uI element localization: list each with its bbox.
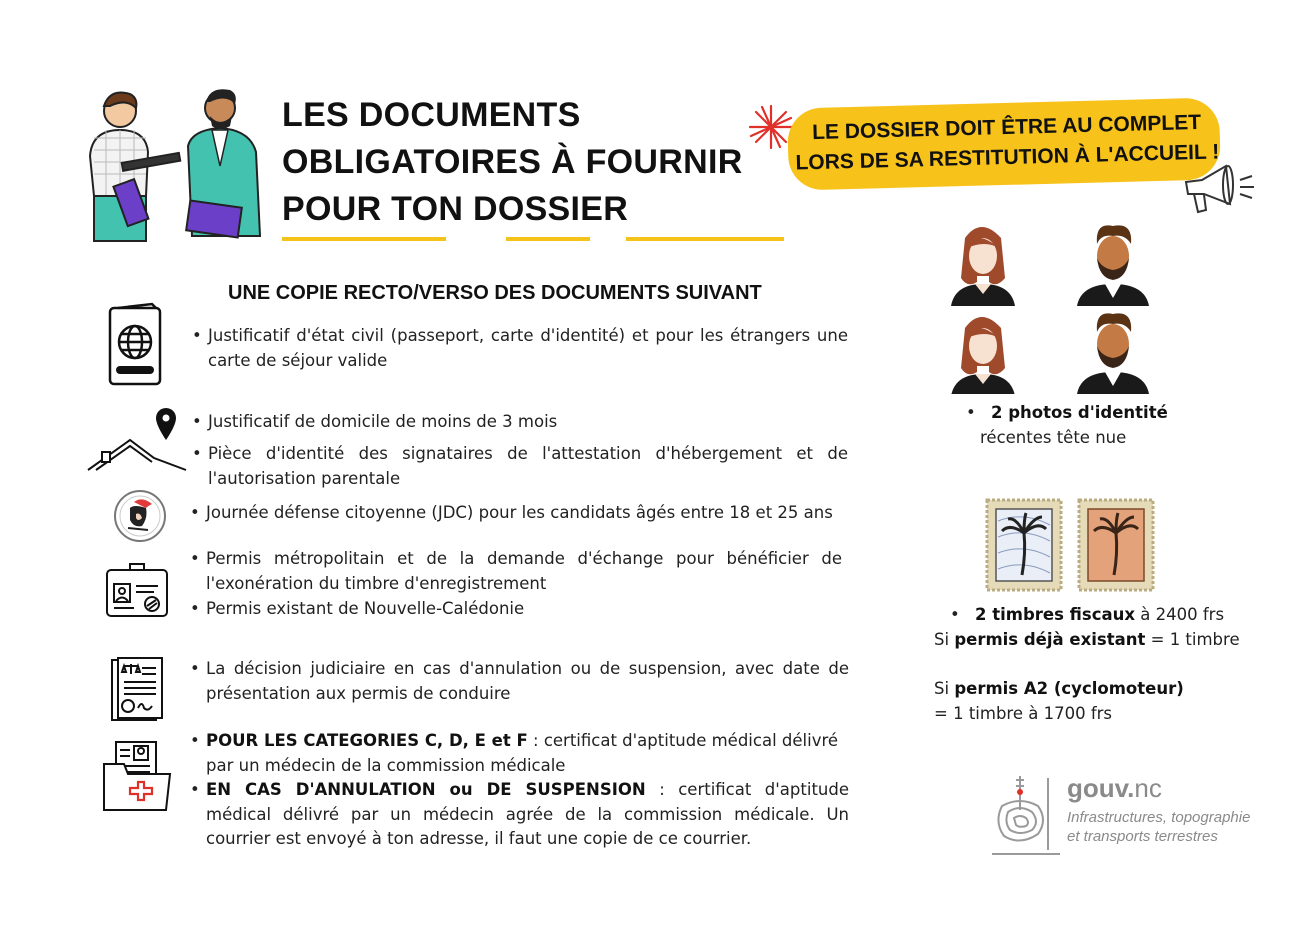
passport-icon xyxy=(106,302,164,388)
bullet: • xyxy=(966,403,976,422)
item-signataires-text: Pièce d'identité des signataires de l'attestation d'hébergement et de l'autorisation parentale xyxy=(208,444,848,488)
photos-line-2: récentes tête nue xyxy=(980,428,1127,447)
item-suspension-text: : certificat d'aptitude médical délivré par un médecin agrée de la commission médicale. Un courrier est envoyé à ton adresse, il faut une copie de ce courrier. xyxy=(206,780,849,848)
title-line-1: LES DOCUMENTS xyxy=(282,96,581,134)
stamps-bold: 2 timbres fiscaux xyxy=(974,605,1136,624)
photos-line-1 xyxy=(966,400,1168,425)
bullet: • xyxy=(192,412,202,431)
stamps-price: à 2400 frs xyxy=(1135,605,1225,624)
bullet: • xyxy=(190,599,200,618)
item-categories-text: : certificat d'aptitude médical délivré par un médecin de la commission médicale xyxy=(206,731,839,775)
list-item-signataires xyxy=(192,442,848,491)
gouv-nc-subtitle xyxy=(1067,808,1250,846)
title-underline-1 xyxy=(282,237,446,241)
gouv-nc-brand xyxy=(1067,773,1162,804)
gouv-nc-logo-icon xyxy=(990,770,1062,858)
item-permis-metro-text: Permis métropolitain et de la demande d'échange pour bénéficier de l'exonération du timbre d'enregistrement xyxy=(206,549,842,593)
bullet: • xyxy=(190,503,200,522)
fiscal-stamps-illustration xyxy=(984,497,1156,593)
item-jdc-text: Journée défense citoyenne (JDC) pour les candidats âgés entre 18 et 25 ans xyxy=(206,503,833,522)
stamps-line-2-post: = 1 timbre xyxy=(1145,630,1240,649)
bullet: • xyxy=(950,605,960,624)
logo-sub-1: Infrastructures, topographie xyxy=(1067,809,1251,826)
court-decision-icon xyxy=(108,656,166,724)
section-subtitle: UNE COPIE RECTO/VERSO DES DOCUMENTS SUIVANT xyxy=(228,282,762,304)
brand-suffix: nc xyxy=(1134,773,1162,803)
people-exchanging-documents-illustration xyxy=(80,86,270,246)
stamps-line-2-pre: Si xyxy=(934,630,955,649)
bullet: • xyxy=(190,731,200,750)
list-item-categories xyxy=(190,729,852,778)
stamps-line-3 xyxy=(934,676,1184,701)
list-item-judiciaire xyxy=(190,657,849,706)
item-judiciaire-text: La décision judiciaire en cas d'annulation ou de suspension, avec date de présentation aux permis de conduire xyxy=(206,659,849,703)
title-underline-2 xyxy=(506,237,590,241)
list-item-suspension xyxy=(190,778,849,852)
logo-sub-2: et transports terrestres xyxy=(1067,828,1218,845)
list-item-permis-nc xyxy=(190,597,842,622)
list-item-jdc xyxy=(190,501,856,526)
bullet: • xyxy=(190,549,200,568)
title-line-2: OBLIGATOIRES À FOURNIR xyxy=(282,143,743,181)
bullet: • xyxy=(192,326,202,345)
banner-line-1: LE DOSSIER DOIT ÊTRE AU COMPLET xyxy=(811,110,1202,145)
item-suspension-bold: EN CAS D'ANNULATION ou DE SUSPENSION xyxy=(206,780,646,799)
stamps-line-2-bold: permis déjà existant xyxy=(954,630,1146,649)
driver-license-icon xyxy=(104,560,170,620)
bullet: • xyxy=(190,659,200,678)
id-photos-illustration xyxy=(945,218,1167,394)
medical-folder-icon xyxy=(100,738,174,816)
bullet: • xyxy=(190,780,200,799)
list-item-domicile xyxy=(192,410,848,435)
banner-line-2: LORS DE SA RESTITUTION À L'ACCUEIL ! xyxy=(795,140,1220,175)
stamps-line-2 xyxy=(934,627,1240,652)
item-civil-text: Justificatif d'état civil (passeport, carte d'identité) et pour les étrangers une carte de séjour valide xyxy=(208,326,848,370)
photos-bold: 2 photos d'identité xyxy=(990,403,1168,422)
list-item-permis-metro xyxy=(190,547,842,596)
item-categories-bold: POUR LES CATEGORIES C, D, E et F xyxy=(206,731,528,750)
page-title xyxy=(282,92,743,233)
megaphone-icon xyxy=(1180,160,1260,218)
jdc-emblem-icon xyxy=(112,488,168,544)
list-item-civil xyxy=(192,324,848,373)
title-line-3: POUR TON DOSSIER xyxy=(282,190,629,228)
bullet: • xyxy=(192,444,202,463)
warning-banner-text xyxy=(791,107,1222,178)
item-permis-nc-text: Permis existant de Nouvelle-Calédonie xyxy=(206,599,525,618)
title-underline-3 xyxy=(626,237,784,241)
stamps-line-1 xyxy=(950,602,1224,627)
stamps-line-4: = 1 timbre à 1700 frs xyxy=(934,704,1113,723)
item-domicile-text: Justificatif de domicile de moins de 3 mois xyxy=(208,412,558,431)
stamps-line-3-bold: permis A2 (cyclomoteur) xyxy=(954,679,1184,698)
home-location-icon xyxy=(86,404,190,474)
stamps-line-3-pre: Si xyxy=(934,679,955,698)
brand-main: gouv. xyxy=(1067,773,1135,803)
